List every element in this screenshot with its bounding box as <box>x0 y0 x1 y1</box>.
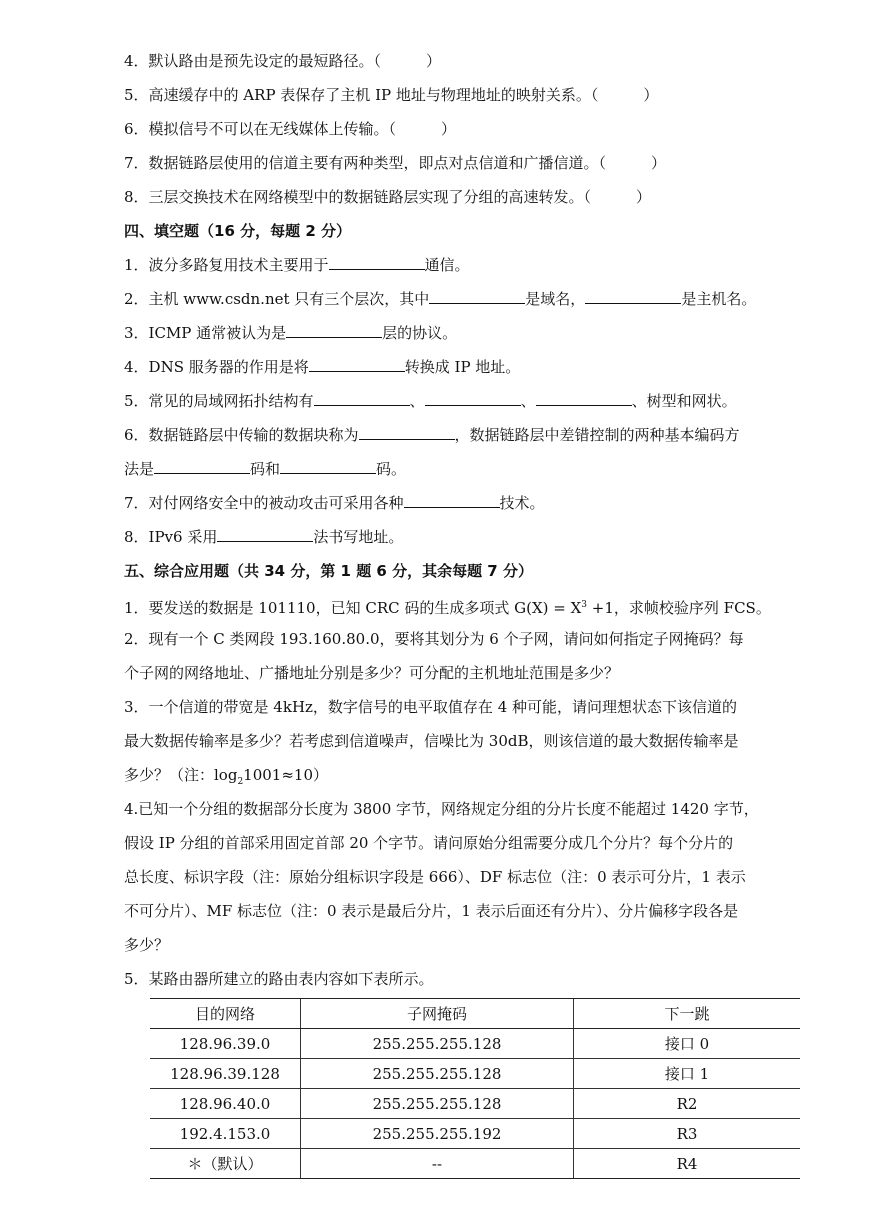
answer-blank <box>536 389 632 406</box>
answer-blank <box>314 389 410 406</box>
table-cell: 255.255.255.192 <box>301 1119 574 1149</box>
app-question-2-line-1: 2．现有一个 C 类网段 193.160.80.0，要将其划分为 6 个子网，请问如何指定子网掩码？每 <box>124 630 744 648</box>
table-cell: 接口 1 <box>574 1059 801 1089</box>
table-cell: ＊（默认） <box>150 1149 301 1179</box>
answer-blank <box>429 287 525 304</box>
answer-blank <box>585 287 681 304</box>
table-cell: 255.255.255.128 <box>301 1089 574 1119</box>
table-cell: R2 <box>574 1089 801 1119</box>
answer-blank <box>425 389 521 406</box>
app-question-4-line-5: 多少？ <box>124 936 170 954</box>
answer-blank <box>309 355 405 372</box>
answer-blank <box>280 457 376 474</box>
column-header: 目的网络 <box>150 999 301 1029</box>
app-question-2-line-2: 个子网的网络地址、广播地址分别是多少？可分配的主机地址范围是多少？ <box>124 664 620 682</box>
table-row <box>150 1089 800 1119</box>
table-cell: R3 <box>574 1119 801 1149</box>
app-question-4-line-4: 不可分片）、MF 标志位（注：0 表示是最后分片，1 表示后面还有分片）、分片偏移字段各是 <box>124 902 739 920</box>
table-cell: 接口 0 <box>574 1029 801 1059</box>
app-question-1: 1．要发送的数据是 101110，已知 CRC 码的生成多项式 $G(X) = X^3 +1$，求帧校验序列 FCS。 <box>124 599 771 617</box>
answer-blank <box>217 525 313 542</box>
fill-question-8: 8．IPv6 采用 法书写地址。 <box>124 520 814 554</box>
judge-item-7: 7．数据链路层使用的信道主要有两种类型，即点对点信道和广播信道。（ ） <box>124 154 667 172</box>
table-row <box>150 1119 800 1149</box>
section-4-title: 四、填空题（16 分，每题 2 分） <box>124 222 351 240</box>
table-row <box>150 1029 800 1059</box>
routing-table <box>150 998 800 1179</box>
table-cell: R4 <box>574 1149 801 1179</box>
fill-question-2: 2．主机 www.csdn.net 只有三个层次，其中 是域名， 是主机名。 <box>124 282 814 316</box>
table-header-row <box>150 999 800 1029</box>
fill-question-7: 7．对付网络安全中的被动攻击可采用各种 技术。 <box>124 486 814 520</box>
judge-item-4: 4．默认路由是预先设定的最短路径。（ ） <box>124 52 442 70</box>
table-cell: 128.96.40.0 <box>150 1089 301 1119</box>
app-question-3-line-1: 3．一个信道的带宽是 4kHz，数字信号的电平取值存在 4 种可能，请问理想状态下该信道的 <box>124 698 738 716</box>
app-question-5: 5．某路由器所建立的路由表内容如下表所示。 <box>124 970 434 988</box>
fill-question-1: 1．波分多路复用技术主要用于 通信。 <box>124 248 814 282</box>
table-cell: 255.255.255.128 <box>301 1029 574 1059</box>
exam-page <box>124 44 814 996</box>
fill-question-6-cont: 法是 码和 码。 <box>124 452 814 486</box>
section-5-title: 五、综合应用题（共 34 分，第 1 题 6 分，其余每题 7 分） <box>124 562 533 580</box>
app-question-3-line-2: 最大数据传输率是多少？若考虑到信道噪声，信噪比为 30dB，则该信道的最大数据传输率是 <box>124 732 739 750</box>
column-header: 子网掩码 <box>301 999 574 1029</box>
table-row <box>150 1149 800 1179</box>
table-cell: 128.96.39.0 <box>150 1029 301 1059</box>
table-cell: 128.96.39.128 <box>150 1059 301 1089</box>
table-cell: 255.255.255.128 <box>301 1059 574 1089</box>
judge-item-6: 6．模拟信号不可以在无线媒体上传输。（ ） <box>124 120 457 138</box>
fill-question-5: 5．常见的局域网拓扑结构有 、 、 、树型和网状。 <box>124 384 814 418</box>
fill-question-3: 3．ICMP 通常被认为是 层的协议。 <box>124 316 814 350</box>
answer-blank <box>286 321 382 338</box>
fill-question-6: 6．数据链路层中传输的数据块称为 ，数据链路层中差错控制的两种基本编码方 <box>124 418 814 452</box>
table-row <box>150 1059 800 1089</box>
table-cell: -- <box>301 1149 574 1179</box>
app-question-4-line-2: 假设 IP 分组的首部采用固定首部 20 个字节。请问原始分组需要分成几个分片？每个分片的 <box>124 834 734 852</box>
table-cell: 192.4.153.0 <box>150 1119 301 1149</box>
answer-blank <box>329 253 425 270</box>
answer-blank <box>154 457 250 474</box>
app-question-3-line-3: 多少？（注：$\log_21001\approx 10$） <box>124 766 329 787</box>
judge-item-8: 8．三层交换技术在网络模型中的数据链路层实现了分组的高速转发。（ ） <box>124 188 652 206</box>
answer-blank <box>359 423 455 440</box>
app-question-4-line-3: 总长度、标识字段（注：原始分组标识字段是 666）、DF 标志位（注：0 表示可分片，1 表示 <box>124 868 746 886</box>
answer-blank <box>404 491 500 508</box>
judge-item-5: 5．高速缓存中的 ARP 表保存了主机 IP 地址与物理地址的映射关系。（ ） <box>124 86 659 104</box>
app-question-4-line-1: 4.已知一个分组的数据部分长度为 3800 字节，网络规定分组的分片长度不能超过 1420 字节， <box>124 800 759 818</box>
column-header: 下一跳 <box>574 999 801 1029</box>
fill-question-4: 4．DNS 服务器的作用是将 转换成 IP 地址。 <box>124 350 814 384</box>
